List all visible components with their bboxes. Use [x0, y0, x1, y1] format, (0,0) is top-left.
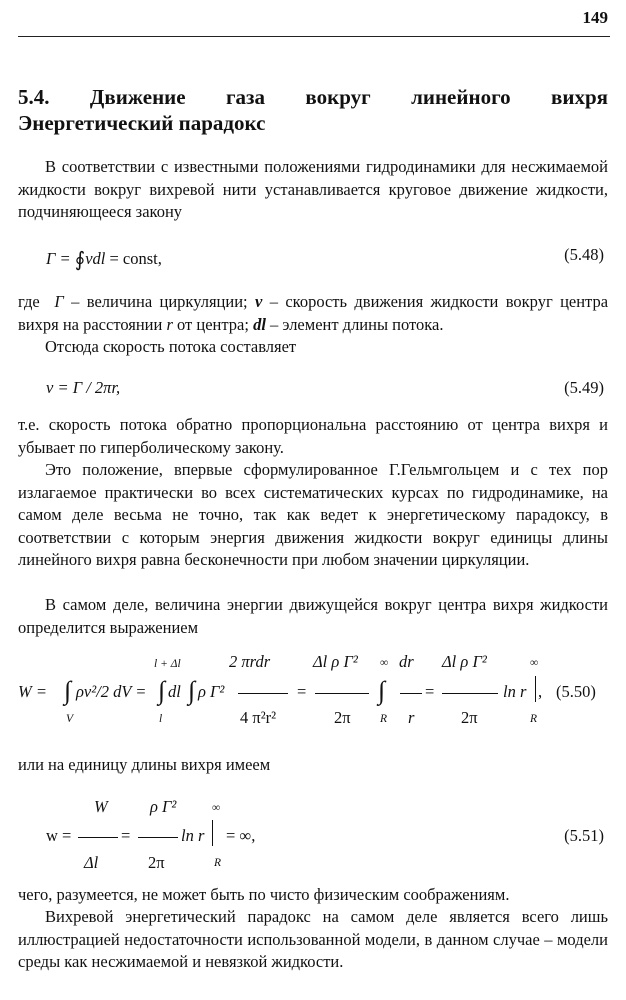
eq550-int-upper-limit: ∞ — [380, 657, 389, 669]
eq550-den3: r — [408, 708, 415, 727]
eq550-num4: Δl ρ Γ² — [442, 652, 487, 671]
eq549-number: (5.49) — [564, 378, 604, 397]
eq551-fraction-bar-2 — [138, 837, 178, 838]
eq550-rho-gamma: ρ Γ² — [198, 682, 225, 701]
equation-5-48 — [46, 245, 162, 270]
eq550-ln: ln r — [503, 682, 527, 701]
eq550-comma: , — [538, 682, 543, 701]
eq551-equals: = — [121, 826, 131, 845]
eq551-number: (5.51) — [564, 826, 604, 845]
eq551-ln: ln r — [181, 826, 205, 845]
paragraph-9: Вихревой энергетический парадокс на самом деле является всего лишь иллюстрацией недостаточности использованной модели, в данном случае – модели среды как несжимаемой и невязкой жидкости. — [18, 907, 608, 971]
section-title-line2: Энергетический парадокс — [18, 111, 266, 135]
header-rule — [18, 36, 610, 37]
eq550-int1-lower-limit: V — [66, 713, 74, 725]
paragraph-6: В самом деле, величина энергии движущейся вокруг центра вихря жидкости определится выражением — [18, 595, 608, 637]
eq550-equals-2: = — [425, 682, 435, 701]
paragraph-3: Отсюда скорость потока составляет — [45, 337, 297, 356]
eq551-rhs: = ∞, — [226, 826, 256, 845]
eq551-bar-lower-limit: R — [214, 857, 222, 869]
eq551-lhs: w = — [46, 826, 72, 845]
integral-icon: ∫ — [378, 676, 386, 705]
eq550-fraction-bar-3 — [400, 693, 422, 694]
eq548-number: (5.48) — [564, 245, 604, 264]
eq551-num2: ρ Γ² — [150, 797, 177, 816]
eq550-number: (5.50) — [556, 682, 596, 701]
eq548-integrand: vdl — [85, 249, 106, 268]
page-number: 149 — [582, 8, 608, 27]
eq551-den1: Δl — [84, 853, 99, 872]
p2-v: v — [255, 292, 263, 311]
eq550-bar-upper-limit: ∞ — [530, 657, 539, 669]
eq550-fraction-bar-4 — [442, 693, 498, 694]
integral-icon: ∫ — [158, 676, 166, 705]
eq550-equals-1: = — [297, 682, 307, 701]
eq550-den1: 4 π²r² — [240, 708, 277, 727]
eq550-num3: dr — [399, 652, 414, 671]
p2-text-4: от центра; — [177, 314, 249, 334]
eq550-int2-upper-limit: l + Δl — [154, 658, 181, 670]
paragraph-8: чего, разумеется, не может быть по чисто физическим соображениям. — [18, 885, 510, 904]
eq550-int1: ρv²/2 dV = — [76, 682, 147, 701]
p2-r: r — [166, 314, 173, 334]
eq550-den2: 2π — [334, 708, 351, 727]
p2-dl: dl — [253, 314, 266, 334]
eq550-int2: dl — [168, 682, 181, 701]
paragraph-4: т.е. скорость потока обратно пропорциональна расстоянию от центра вихря и убывает по гиперболическому закону. — [18, 415, 608, 457]
p2-gamma: Γ — [54, 292, 64, 311]
eq551-num1: W — [94, 797, 108, 816]
paragraph-7: или на единицу длины вихря имеем — [18, 755, 271, 774]
paragraph-5: Это положение, впервые сформулированное Г.Гельмгольцем и с тех пор излагаемое практически во всех систематических курсах по гидродинамике, на самом деле весьма не точно, так как ведет к энергетическому парадоксу, в соответствии с которым энергия движения жидкости вокруг единицы длины линейного вихря равна бесконечности при любом значении циркуляции. — [18, 460, 608, 569]
eq550-evaluation-bar — [535, 676, 536, 702]
integral-icon: ∫ — [64, 676, 72, 705]
eq548-lhs: Γ = — [46, 249, 71, 268]
p2-text-5: – элемент длины потока. — [270, 314, 444, 334]
eq551-fraction-bar-1 — [78, 837, 118, 838]
eq550-lhs: W = — [18, 682, 48, 701]
eq548-rhs: = const, — [109, 249, 162, 268]
contour-integral-icon: ∮ — [74, 249, 86, 271]
p2-text-1: где — [18, 292, 40, 311]
paragraph-2 — [18, 291, 608, 336]
eq550-int-lower-limit: R — [380, 713, 388, 725]
eq550-fraction-bar-1 — [238, 693, 288, 694]
equation-5-49: v = Γ / 2πr, — [46, 378, 121, 397]
eq551-evaluation-bar — [212, 820, 213, 846]
paragraph-1: В соответствии с известными положениями гидродинамики для несжимаемой жидкости вокруг вихревой нити устанавливается круговое движение жидкости, подчиняющееся закону — [18, 157, 608, 221]
eq550-num2: Δl ρ Γ² — [313, 652, 358, 671]
eq551-bar-upper-limit: ∞ — [212, 802, 221, 814]
section-title-line1: 5.4. Движение газа вокруг линейного вихря — [18, 85, 608, 109]
eq550-num1: 2 πrdr — [229, 652, 271, 671]
section-title — [18, 84, 608, 136]
eq550-int2-lower-limit: l — [159, 713, 163, 725]
eq551-den2: 2π — [148, 853, 165, 872]
eq550-den4: 2π — [461, 708, 478, 727]
eq550-bar-lower-limit: R — [530, 713, 538, 725]
p2-text-3: – скорость движения жидкости вокруг центра вихря на расстоянии — [18, 292, 609, 334]
p2-text-2: – величина циркуляции; — [71, 292, 248, 311]
eq550-fraction-bar-2 — [315, 693, 369, 694]
integral-icon: ∫ — [188, 676, 196, 705]
